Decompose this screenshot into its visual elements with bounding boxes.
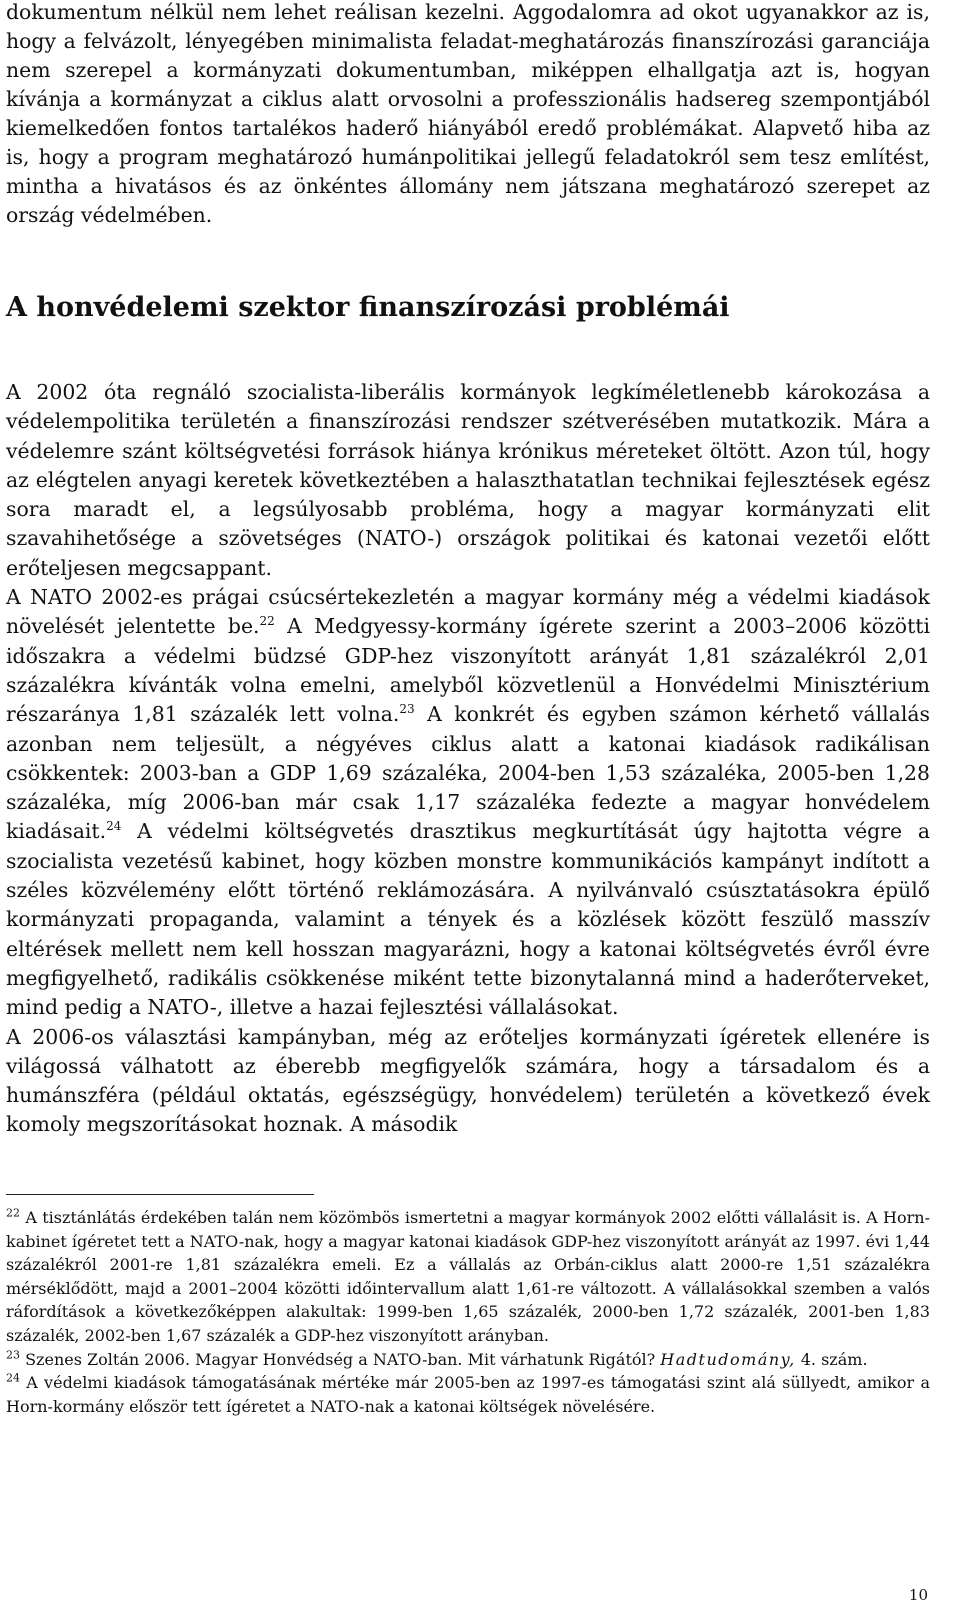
page-number: 10 — [908, 1586, 928, 1604]
footnote-text: Szenes Zoltán 2006. Magyar Honvédség a NATO-ban. Mit várhatunk Rigától? — [20, 1349, 661, 1369]
footnote-reference-23[interactable]: 23 — [399, 702, 415, 717]
footnote-number: 22 — [6, 1206, 20, 1220]
footnote-number: 24 — [6, 1371, 20, 1385]
footnote-23 — [6, 1348, 930, 1372]
footnote-24 — [6, 1371, 930, 1418]
intro-paragraph: dokumentum nélkül nem lehet reálisan kezelni. Aggodalomra ad okot ugyanakkor az is, hogy a felvázolt, lényegében minimalista feladat-meghatározás finanszírozási garanciája nem szerepel a kormányzati dokumentumban, miképpen elhallgatja azt is, hogyan kívánja a kormányzat a ciklus alatt orvosolni a professzionális hadsereg szempontjából kiemelkedően fontos tartalékos haderő hiányából eredő problémákat. Alapvető hiba az is, hogy a program meghatározó humánpolitikai jellegű feladatokról sem tesz említést, mintha a hivatásos és az önkéntes állomány nem játszana meghatározó szerepet az ország védelmében. — [6, 0, 930, 227]
paragraph-text: A Medgyessy-kormány ígérete szerint a 2003–2006 közötti időszakra a védelmi büdzsé GDP-hez viszonyított arányát 1,81 százalékról 2,01 százalékra kívánták volna emelni, amelyből közvetlenül a Honvédelmi Minisztérium részaránya 1,81 százalék lett volna. — [6, 614, 930, 727]
footnote-journal-title: Hadtudomány, — [660, 1349, 796, 1369]
footnote-text: A védelmi kiadások támogatásának mértéke már 2005-ben az 1997-es támogatási szint alá süllyedt, amikor a Horn-kormány először tett ígéretet a NATO-nak a katonai költségek növelésére. — [6, 1373, 930, 1416]
footnote-reference-24[interactable]: 24 — [106, 819, 122, 834]
footnote-22 — [6, 1206, 930, 1348]
footnote-number: 23 — [6, 1348, 20, 1362]
footnote-separator — [6, 1194, 314, 1195]
paragraph-nato-prague — [6, 583, 930, 1022]
paragraph-text: A konkrét és egyben számon kérhető vállalás azonban nem teljesült, a négyéves ciklus alatt a katonai kiadások radikálisan csökkentek: 2003-ban a GDP 1,69 százaléka, 2004-ben 1,53 százaléka, 2005-ben 1,28 százaléka, míg 2006-ban már csak 1,17 százaléka fedezte a magyar honvédelem kiadásait. — [6, 702, 930, 844]
paragraph-text: A védelmi költségvetés drasztikus megkurtítását úgy hajtotta végre a szocialista vezetésű kabinet, hogy közben monstre kommunikációs kampányt indított a széles közvélemény előtt történő reklámozására. A nyilvánvaló csúsztatásokra épülő kormányzati propaganda, valamint a tények és a közlések között feszülő masszív eltérések mellett nem kell hosszan magyarázni, hogy a katonai költségvetés évről évre megfigyelhető, radikális csökkenése miként tette bizonytalanná mind a haderőterveket, mind pedig a NATO-, illetve a hazai fejlesztési vállalásokat. — [6, 819, 930, 1020]
paragraph-finance-damage: A 2002 óta regnáló szocialista-liberális kormányok legkíméletlenebb károkozása a védelempolitika területén a finanszírozási rendszer szétverésében mutatkozik. Mára a védelemre szánt költségvetési források hiánya krónikus méreteket öltött. Azon túl, hogy az elégtelen anyagi keretek következtében a halaszthatatlan technikai fejlesztések egész sora maradt el, a legsúlyosabb probléma, hogy a magyar kormányzati elit szavahihetősége a szövetséges (NATO-) országok politikai és katonai vezetői előtt erőteljesen megcsappant. — [6, 380, 930, 580]
section-heading: A honvédelemi szektor finanszírozási problémái — [6, 292, 730, 323]
footnote-reference-22[interactable]: 22 — [259, 614, 275, 629]
footnote-text: A tisztánlátás érdekében talán nem közömbös ismertetni a magyar kormányok 2002 előtti vállalásit is. A Horn-kabinet ígéretet tett a NATO-nak, hogy a magyar katonai kiadások GDP-hez viszonyított arányát az 1997. évi 1,44 százalékról 2001-re 1,81 százalékra emeli. Ez a vállalás az Orbán-ciklus alatt 2000-re 1,51 százalékra mérséklődött, majd a 2001–2004 közötti időintervallum alatt 1,61-re változott. A vállalásokkal szemben a valós ráfordítások a következőképpen alakultak: 1999-ben 1,65 százalék, 2000-ben 1,72 százalék, 2001-ben 1,83 százalék, 2002-ben 1,67 százalék a GDP-hez viszonyított arányban. — [6, 1208, 930, 1345]
main-text-block — [6, 378, 930, 1140]
paragraph-text: A NATO 2002-es prágai csúcsértekezletén a magyar kormány még a védelmi kiadások növelését jelentette be. — [6, 585, 930, 639]
footnotes-section — [6, 1206, 930, 1418]
paragraph-2006-campaign: A 2006-os választási kampányban, még az erőteljes kormányzati ígéretek ellenére is világossá válhatott az éberebb megfigyelők számára, hogy a társadalom és a humánszféra (például oktatás, egészségügy, honvédelem) területén a következő évek komoly megszorításokat hoznak. A második — [6, 1024, 930, 1137]
footnote-text: 4. szám. — [795, 1349, 868, 1369]
